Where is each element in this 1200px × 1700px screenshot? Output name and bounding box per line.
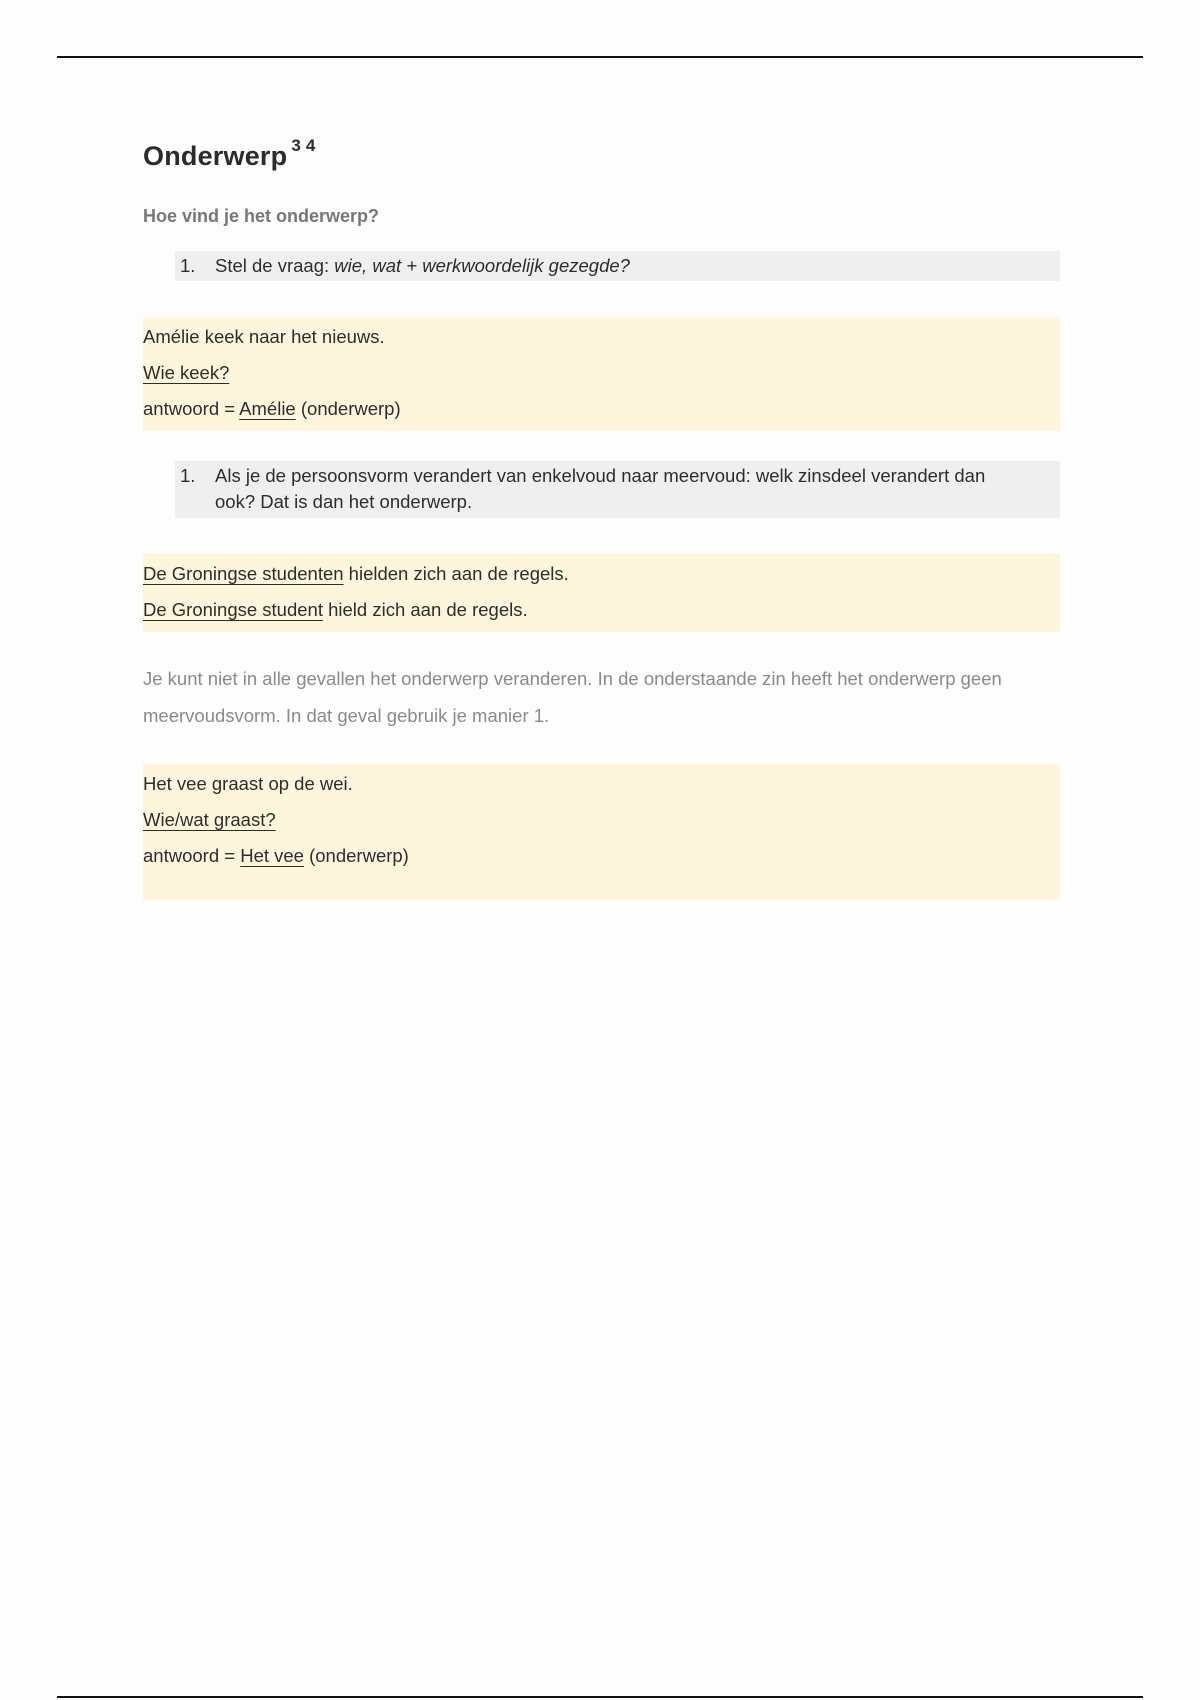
example-sentence: Het vee graast op de wei. (143, 773, 353, 794)
example-box-2 (143, 554, 1060, 632)
example-answer: antwoord = Amélie (onderwerp) (143, 398, 401, 419)
footnote-refs: 3 4 (291, 136, 316, 155)
example-box-3 (143, 764, 1060, 900)
footer-rule (57, 1696, 1143, 1698)
example-singular: De Groningse student hield zich aan de regels. (143, 599, 528, 620)
example-question: Wie keek? (143, 362, 230, 383)
example-answer: antwoord = Het vee (onderwerp) (143, 845, 409, 866)
example-box-1 (143, 317, 1060, 431)
method-step-1 (175, 251, 1060, 281)
section-subheading: Hoe vind je het onderwerp? (143, 206, 380, 226)
example-question: Wie/wat graast? (143, 809, 276, 830)
page-title: Onderwerp $^{3 4}$ (143, 136, 316, 171)
method-step-2 (175, 461, 1060, 518)
example-plural: De Groningse studenten hielden zich aan de regels. (143, 563, 569, 584)
step-text: Stel de vraag: wie, wat + werkwoordelijk gezegde? (215, 255, 630, 276)
step-number: 1. (180, 255, 196, 276)
document-body (143, 136, 1060, 900)
step-text: Als je de persoonsvorm verandert van enkelvoud naar meervoud: welk zinsdeel verandert dan ook? Dat is dan het onderwerp. (215, 465, 986, 512)
step-number: 1. (180, 465, 196, 486)
header-rule (57, 56, 1143, 58)
example-sentence: Amélie keek naar het nieuws. (143, 326, 385, 347)
explanation-paragraph: Je kunt niet in alle gevallen het onderwerp veranderen. In de onderstaande zin heeft het onderwerp geen meervoudsvorm. In dat geval gebruik je manier 1. (143, 668, 1002, 726)
